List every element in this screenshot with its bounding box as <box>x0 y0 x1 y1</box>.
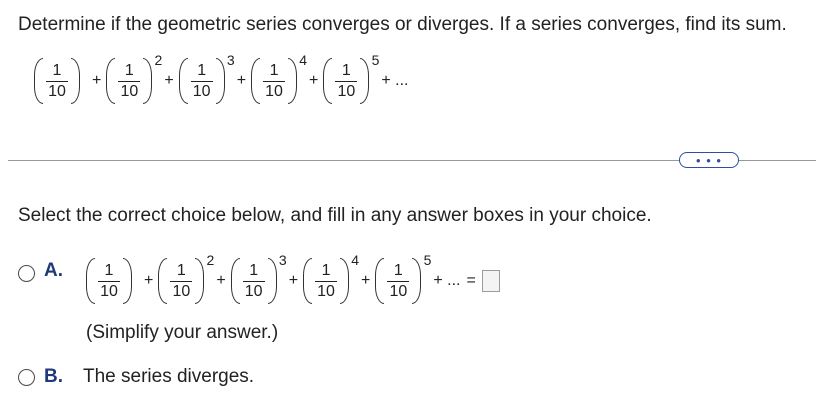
left-paren <box>303 258 312 304</box>
fraction <box>387 261 409 300</box>
plus-operator: + <box>288 272 299 289</box>
denominator: 10 <box>265 82 283 100</box>
right-paren <box>71 58 80 104</box>
equals-sign: = <box>466 272 476 289</box>
series-term-4 <box>303 252 360 304</box>
denominator: 10 <box>48 82 66 100</box>
series-term-2 <box>106 52 163 104</box>
series-term-4 <box>251 52 308 104</box>
exponent: 3 <box>278 252 287 268</box>
denominator: 10 <box>317 282 335 300</box>
right-paren <box>360 58 369 104</box>
exponent: 4 <box>351 252 360 268</box>
choice-a-radio[interactable] <box>18 265 35 282</box>
left-paren <box>231 258 240 304</box>
exponent: 5 <box>423 252 432 268</box>
left-paren <box>375 258 384 304</box>
right-paren <box>216 58 225 104</box>
series-term-2 <box>158 252 215 304</box>
denominator: 10 <box>244 282 263 300</box>
series-term-1 <box>34 58 90 104</box>
plus-operator: + <box>236 72 247 89</box>
denominator: 10 <box>192 82 211 100</box>
series-ellipsis: + ... <box>381 72 409 89</box>
denominator: 10 <box>389 282 408 300</box>
numerator: 1 <box>269 62 279 80</box>
choice-a-hint: (Simplify your answer.) <box>86 322 279 343</box>
right-paren <box>412 258 421 304</box>
exponent: 2 <box>206 252 215 268</box>
numerator: 1 <box>176 262 186 280</box>
left-paren <box>323 58 332 104</box>
left-paren <box>158 258 167 304</box>
fraction <box>335 61 357 100</box>
denominator: 10 <box>120 82 139 100</box>
choice-b-text: The series diverges. <box>83 366 255 387</box>
plus-operator: + <box>92 72 102 89</box>
plus-operator: + <box>361 272 371 289</box>
left-paren <box>86 258 95 304</box>
fraction <box>315 261 337 300</box>
left-paren <box>106 58 115 104</box>
fraction <box>263 61 285 100</box>
exponent: 3 <box>226 52 235 68</box>
right-paren <box>143 58 152 104</box>
numerator: 1 <box>341 62 351 80</box>
question-series <box>34 52 409 104</box>
plus-operator: + <box>144 272 154 289</box>
numerator: 1 <box>249 262 259 280</box>
plus-operator: + <box>164 72 174 89</box>
numerator: 1 <box>104 262 114 280</box>
numerator: 1 <box>124 62 134 80</box>
fraction <box>98 261 120 300</box>
series-term-3 <box>179 52 235 104</box>
fraction <box>170 261 192 300</box>
numerator: 1 <box>321 262 331 280</box>
series-ellipsis: + ... <box>433 272 461 289</box>
denominator: 10 <box>337 82 356 100</box>
fraction <box>118 61 140 100</box>
denominator: 10 <box>100 282 118 300</box>
choice-b-letter: B. <box>44 366 63 387</box>
plus-operator: + <box>216 272 226 289</box>
right-paren <box>195 258 204 304</box>
right-paren <box>123 258 132 304</box>
exponent: 4 <box>299 52 308 68</box>
numerator: 1 <box>393 262 403 280</box>
choice-b-radio[interactable] <box>18 369 35 386</box>
left-paren <box>34 58 43 104</box>
exponent: 5 <box>371 52 380 68</box>
choice-a-letter: A. <box>44 260 63 281</box>
denominator: 10 <box>172 282 191 300</box>
left-paren <box>251 58 260 104</box>
left-paren <box>179 58 188 104</box>
series-term-5 <box>375 252 432 304</box>
plus-operator: + <box>309 72 319 89</box>
instruction-text: Select the correct choice below, and fill in any answer boxes in your choice. <box>18 205 652 226</box>
series-term-3 <box>231 252 287 304</box>
exponent: 2 <box>154 52 163 68</box>
more-options-button[interactable]: • • • <box>679 152 739 168</box>
sum-answer-input[interactable] <box>482 270 500 292</box>
fraction <box>243 261 265 300</box>
series-term-1 <box>86 258 142 304</box>
choice-a-series <box>86 252 500 304</box>
series-term-5 <box>323 52 380 104</box>
right-paren <box>288 58 297 104</box>
fraction <box>191 61 213 100</box>
fraction <box>46 61 68 100</box>
numerator: 1 <box>52 62 62 80</box>
numerator: 1 <box>197 62 207 80</box>
right-paren <box>268 258 277 304</box>
right-paren <box>340 258 349 304</box>
question-prompt: Determine if the geometric series converges or diverges. If a series converges, find its sum. <box>18 14 787 35</box>
